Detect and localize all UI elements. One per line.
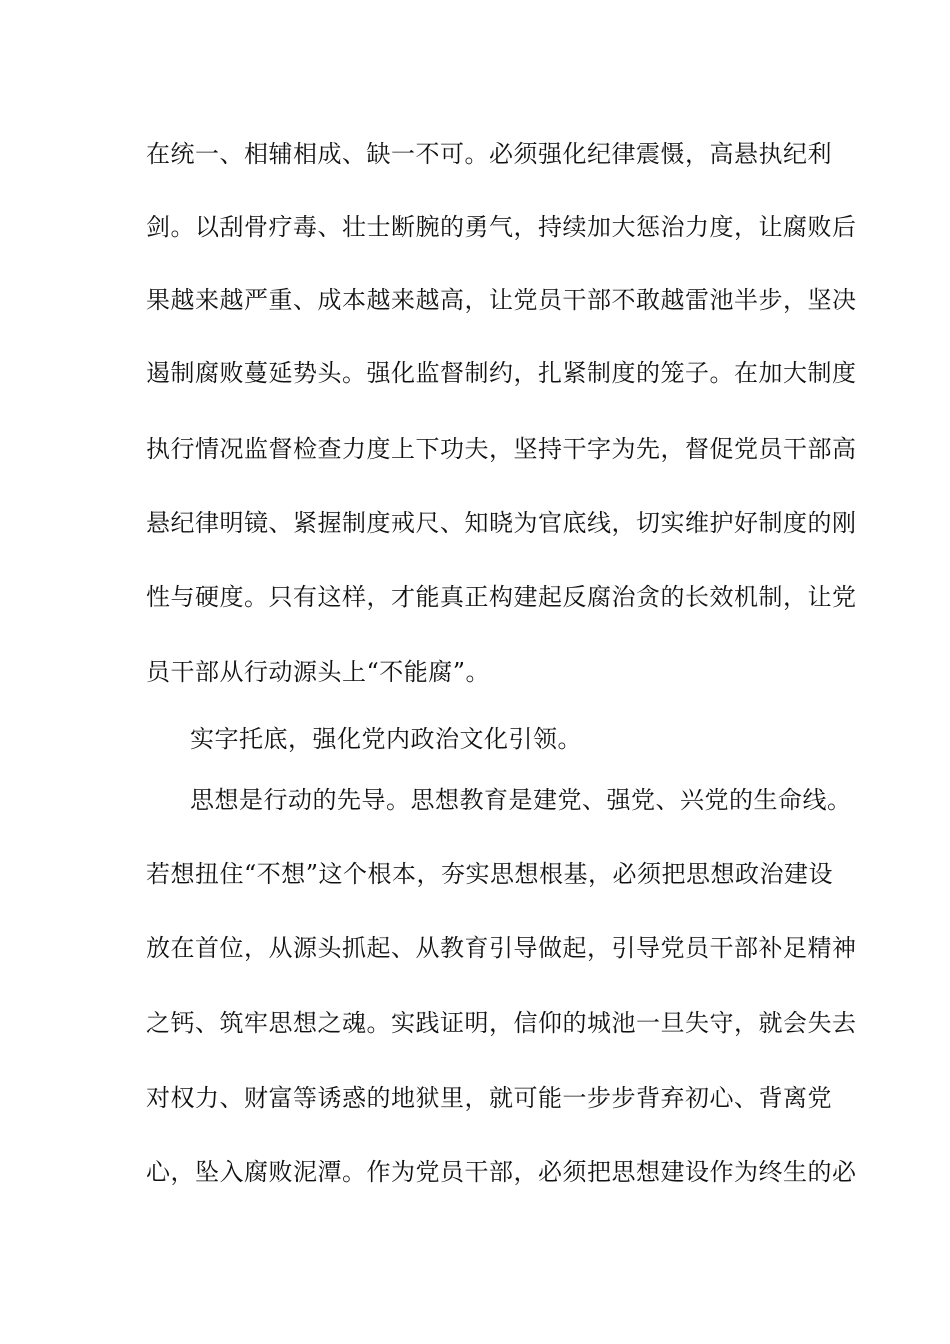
text-line: 若想扭住“不想”这个根本，夯实思想根基，必须把思想政治建设 — [146, 860, 834, 888]
text-line: 在统一、相辅相成、缺一不可。必须强化纪律震慑，高悬执纪利 — [146, 140, 832, 168]
text-line: 心，坠入腐败泥潭。作为党员干部，必须把思想建设作为终生的必 — [146, 1158, 857, 1186]
text-line: 放在首位，从源头抓起、从教育引导做起，引导党员干部补足精神 — [146, 934, 857, 962]
text-line: 对权力、财富等诱惑的地狱里，就可能一步步背弃初心、背离党 — [146, 1084, 832, 1112]
text-line: 员干部从行动源头上“不能腐”。 — [146, 658, 491, 686]
text-line: 之钙、筑牢思想之魂。实践证明，信仰的城池一旦失守，就会失去 — [146, 1009, 857, 1037]
text-line: 果越来越严重、成本越来越高，让党员干部不敢越雷池半步，坚决 — [146, 286, 857, 314]
text-line: 悬纪律明镜、紧握制度戒尺、知晓为官底线，切实维护好制度的刚 — [146, 509, 857, 537]
text-line: 性与硬度。只有这样，才能真正构建起反腐治贪的长效机制，让党 — [146, 583, 857, 611]
text-line: 遏制腐败蔓延势头。强化监督制约，扎紧制度的笼子。在加大制度 — [146, 359, 857, 387]
paragraph-first-line: 思想是行动的先导。思想教育是建党、强党、兴党的生命线。 — [190, 786, 852, 814]
section-heading: 实字托底，强化党内政治文化引领。 — [190, 725, 582, 753]
text-line: 执行情况监督检查力度上下功夫，坚持干字为先，督促党员干部高 — [146, 435, 857, 463]
text-line: 剑。以刮骨疗毒、壮士断腕的勇气，持续加大惩治力度，让腐败后 — [146, 213, 857, 241]
